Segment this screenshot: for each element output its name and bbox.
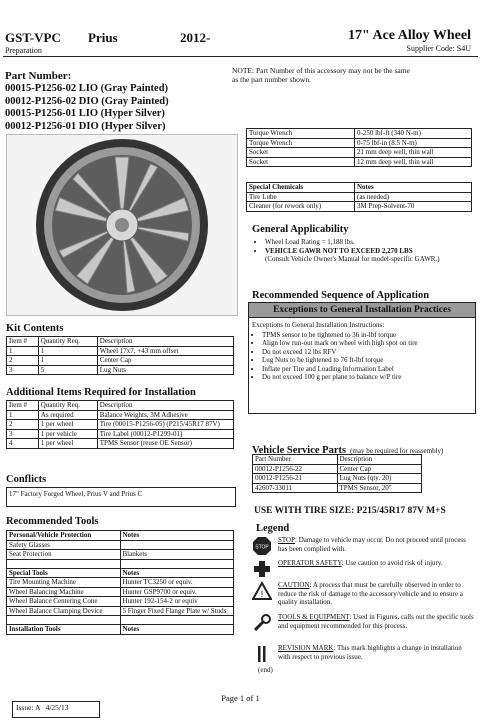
legend-text: REVISION MARK: This mark highlights a change in installation with respect to previous issue. (278, 644, 462, 661)
table-row (7, 346, 234, 356)
cell: Wheel Balance Clamping Device (7, 606, 121, 616)
part-number: 00015-P1256-02 LIO (Gray Painted) (5, 83, 169, 94)
service-note: (may be required for reassembly) (350, 447, 444, 455)
stop-icon (252, 536, 278, 559)
table-row (247, 157, 472, 167)
table-row (7, 606, 234, 616)
applicability-list (252, 238, 474, 264)
cell: 2 (7, 420, 39, 430)
exception-item: • Do not exceed 100 g per plane to balance w/P tire (262, 373, 475, 382)
table-row (253, 474, 422, 484)
legend-text: OPERATOR SAFETY: Use caution to avoid risk of injury. (278, 559, 443, 567)
cell: Safety Glasses (7, 540, 121, 550)
col-header: Special Tools (7, 568, 121, 578)
wrench-icon (252, 613, 278, 644)
cell: TPMS Sensor (reuse OE Sensor) (97, 439, 233, 449)
col-header: Quantity Req. (38, 337, 97, 347)
col-header: Notes (120, 568, 234, 578)
cell: Balance Weights, 3M Adhesive (97, 410, 233, 420)
table-row (7, 597, 234, 607)
col-header: Personal/Vehicle Protection (7, 531, 121, 541)
cell: 5 Finger Fixed Flange Plate w/ Studs (120, 606, 234, 616)
legend-desc: Used in Figures, calls out the specific tools and equipment recommended for this process. (278, 613, 474, 630)
cell: 1 (38, 356, 97, 366)
cell: Tire (00015-P1256-05) (P215/45R17 87V) (97, 420, 233, 430)
table-row (7, 429, 234, 439)
legend-item (252, 559, 474, 581)
torque-tools-table (246, 128, 472, 167)
table-row (7, 420, 234, 430)
part-number-list (5, 83, 169, 133)
table-row (247, 148, 472, 158)
legend-desc: Use caution to avoid risk of injury. (345, 559, 443, 567)
legend-desc: This mark highlights a change in installation with respect to previous issue. (278, 644, 462, 661)
supplier-code: Supplier Code: S4U (406, 44, 471, 53)
cell: Hunter TC3250 or equiv. (120, 578, 234, 588)
cell: 1 (7, 410, 39, 420)
legend-item (252, 581, 474, 613)
chemicals-table (246, 182, 472, 212)
year: 2012- (180, 30, 211, 45)
svg-text:!: ! (260, 589, 264, 599)
col-header: Quantity Req. (38, 401, 97, 411)
table-row (247, 202, 472, 212)
tool-spec: 0-250 lbf-ft (340 N-m) (355, 129, 472, 139)
cell: 42607-33011 (253, 483, 338, 493)
exceptions-intro: Exceptions to General Installation Instructions: (252, 321, 385, 329)
cell: 1 (38, 346, 97, 356)
col-header: Installation Tools (7, 625, 121, 635)
conflicts-text: 17" Factory Forged Wheel, Prius V and Prius C (9, 490, 143, 498)
spacer-row (7, 559, 234, 568)
rec-tools-title: Recommended Tools (6, 516, 99, 527)
legend-desc: A process that must be carefully observed in order to reduce the risk of damage to the accessory/vehicle and to ensure a quality installation. (278, 581, 463, 606)
kit-table (6, 336, 234, 375)
kit-title: Kit Contents (6, 323, 64, 334)
legend-item (252, 613, 474, 644)
table-row (7, 578, 234, 588)
table-header (7, 625, 234, 635)
sequence-title: Recommended Sequence of Application (252, 290, 430, 301)
legend-item (252, 644, 474, 666)
col-header: Item # (7, 401, 39, 411)
applicability-item: • VEHICLE GAWR NOT TO EXCEED 2,270 LBS (265, 247, 474, 256)
legend-key: CAUTION (278, 581, 310, 589)
additional-table (6, 400, 234, 449)
cell: Lug Nuts (qty. 20) (337, 474, 422, 484)
part-number: 00012-P1256-02 DIO (Gray Painted) (5, 95, 169, 107)
cell: 1 (7, 346, 39, 356)
cell: Tire Mounting Machine (7, 578, 121, 588)
cell: 00012-P1256-21 (253, 474, 338, 484)
col-header: Notes (120, 531, 234, 541)
cell: 1 per wheel (38, 439, 97, 449)
table-row (253, 483, 422, 493)
part-number: 00012-P1256-01 DIO (Hyper Silver) (5, 120, 166, 132)
cell: 4 (7, 439, 39, 449)
cell (7, 559, 121, 568)
svg-text:STOP: STOP (255, 544, 269, 551)
applicability-item: • Wheel Load Rating = 1,188 lbs. (265, 238, 474, 247)
table-header (7, 401, 234, 411)
tool-name: Torque Wrench (247, 129, 355, 139)
service-title: Vehicle Service Parts (252, 445, 347, 456)
chem-notes-header: Notes (355, 183, 472, 193)
cell: Center Cap (337, 464, 422, 474)
wheel-photo (6, 134, 238, 316)
cell: 3 (7, 429, 39, 439)
cell: Tire Label (00012-P1299-01) (97, 429, 233, 439)
legend-title: Legend (256, 523, 290, 534)
exception-item: • Do not exceed 12 lbs RFV (262, 348, 475, 357)
cell: Blankets (120, 550, 234, 560)
cell: Hunter 192-154-2 or equiv (120, 597, 234, 607)
doc-title: 17" Ace Alloy Wheel (347, 28, 471, 43)
legend-key: OPERATOR SAFETY (278, 559, 342, 567)
revision-icon (252, 644, 278, 666)
table-row (253, 464, 422, 474)
cell: Wheel Balance Centering Cone (7, 597, 121, 607)
col-header: Notes (120, 625, 234, 635)
table-header (7, 337, 234, 347)
chem-note: 3M Prep-Solvent-70 (355, 202, 472, 212)
spacer-row (7, 616, 234, 625)
rec-tools-table (6, 530, 234, 635)
cell: Hunter GSP9700 or equiv. (120, 587, 234, 597)
exception-item: • Inflate per Tire and Loading Information Label (262, 365, 475, 374)
exception-item: • Lug Nuts to be tightened to 76 ft-lbf torque (262, 356, 475, 365)
sequence-box (248, 302, 476, 414)
table-row (7, 356, 234, 366)
tool-spec: 21 mm deep well, thin wall (355, 148, 472, 158)
cell: As required (38, 410, 97, 420)
exception-item: • TPMS sensor to be tightened to 36 in-lbf torque (262, 331, 475, 340)
end-mark: (end) (258, 666, 273, 674)
cell: 2 (7, 356, 39, 366)
table-row (7, 550, 234, 560)
exceptions-banner: Exceptions to General Installation Practices (249, 303, 475, 318)
table-row (247, 138, 472, 148)
cell: 1 per wheel (38, 420, 97, 430)
cell (120, 559, 234, 568)
tool-name: Socket (247, 148, 355, 158)
note: NOTE: Part Number of this accessory may not be the same as the part number shown. (232, 66, 410, 84)
page-number: Page 1 of 1 (221, 693, 260, 703)
part-number: 00015-P1256-01 LIO (Hyper Silver) (5, 108, 165, 119)
table-row (7, 587, 234, 597)
cross-icon (252, 559, 278, 581)
table-row (7, 439, 234, 449)
doc-code: GST-VPC (5, 30, 61, 45)
legend-list (252, 536, 474, 675)
table-row (247, 129, 472, 139)
issue-text: Issue: A 4/25/13 (16, 703, 69, 712)
tool-spec: 12 mm deep well, thin wall (355, 157, 472, 167)
chem-note: (as needed) (355, 192, 472, 202)
chem-name: Tire Lube (247, 192, 355, 202)
caution-icon (252, 581, 278, 613)
issue-box (12, 701, 100, 718)
chem-name: Cleaner (for rework only) (247, 202, 355, 212)
cell: Center Cap (97, 356, 233, 366)
col-header: Part Number (253, 455, 338, 465)
cell (7, 616, 121, 625)
cell: 1 per vehicle (38, 429, 97, 439)
legend-item (252, 536, 474, 559)
col-header: Description (97, 337, 233, 347)
conflicts-title: Conflicts (6, 474, 47, 485)
cell (120, 540, 234, 550)
cell: Seat Protection (7, 550, 121, 560)
wheel-image (7, 135, 237, 315)
applicability-note: (Consult Vehicle Owner's Manual for model-specific GAWR.) (265, 255, 440, 263)
tool-spec: 0-75 lbf-in (8.5 N-m) (355, 138, 472, 148)
applicability-title: General Applicability (252, 224, 349, 235)
cell: Wheel 17x7, +43 mm offset (97, 346, 233, 356)
cell (120, 616, 234, 625)
table-header (7, 531, 234, 541)
col-header: Item # (7, 337, 39, 347)
legend-key: TOOLS & EQUIPMENT (278, 613, 350, 621)
cell: TPMS Sensor, 20" (337, 483, 422, 493)
table-row (7, 365, 234, 375)
cell: 00012-P1256-22 (253, 464, 338, 474)
additional-title: Additional Items Required for Installation (6, 387, 196, 398)
table-row (247, 192, 472, 202)
chem-header: Special Chemicals (247, 183, 355, 193)
legend-desc: Damage to vehicle may occur. Do not proceed until process has been complied with. (278, 536, 466, 553)
tool-name: Torque Wrench (247, 138, 355, 148)
legend-key: STOP (278, 536, 295, 544)
table-row (7, 410, 234, 420)
conflicts-box (6, 487, 236, 507)
col-header: Description (337, 455, 422, 465)
col-header: Description (97, 401, 233, 411)
service-table (252, 454, 422, 493)
exception-item: • Align low run-out mark on wheel with high spot on tire (262, 339, 475, 348)
cell: Lug Nuts (97, 365, 233, 375)
legend-text: STOP: Damage to vehicle may occur. Do not proceed until process has been complied with. (278, 536, 466, 553)
table-header (253, 455, 422, 465)
legend-key: REVISION MARK (278, 644, 334, 652)
tire-size: USE WITH TIRE SIZE: P215/45R17 87V M+S (254, 506, 446, 516)
header-rule (3, 56, 478, 57)
cell: 3 (7, 365, 39, 375)
doc-sub: Preparation (5, 46, 42, 55)
cell: 5 (38, 365, 97, 375)
tool-name: Socket (247, 157, 355, 167)
table-header (7, 568, 234, 578)
part-number-label: Part Number: (5, 70, 72, 82)
legend-text: TOOLS & EQUIPMENT: Used in Figures, calls out the specific tools and equipment recommended for this process. (278, 613, 474, 630)
model: Prius (88, 30, 118, 45)
cell: Wheel Balancing Machine (7, 587, 121, 597)
table-header (247, 183, 472, 193)
legend-text: CAUTION: A process that must be carefully observed in order to reduce the risk of damage to the accessory/vehicle and to ensure a quality installation. (278, 581, 463, 606)
exceptions-list (249, 331, 475, 382)
table-row (7, 540, 234, 550)
